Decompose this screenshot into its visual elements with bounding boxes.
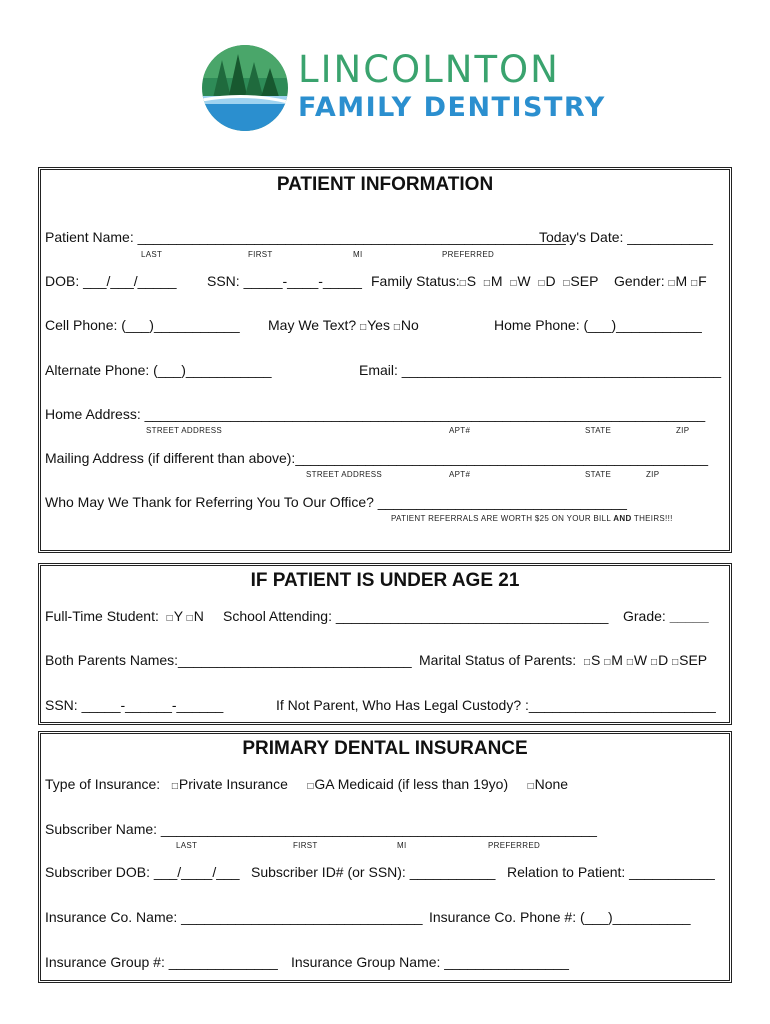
gender-group: [614, 273, 707, 292]
parents-names-field[interactable]: Both Parents Names:______________________________: [45, 652, 412, 668]
referral-note: [391, 514, 673, 523]
family-status-label: Family Status:: [371, 273, 460, 289]
note-text: PATIENT REFERRALS ARE WORTH $25 ON YOUR BILL: [391, 514, 614, 523]
checkbox[interactable]: □: [672, 657, 679, 668]
grade-blank: _____: [669, 608, 709, 624]
family-status-group: [371, 273, 598, 292]
grade-field[interactable]: [623, 608, 709, 624]
option-label: N: [193, 608, 204, 624]
sub-label-apt: APT#: [449, 470, 471, 479]
option-label: SEP: [679, 652, 708, 668]
home-address-field[interactable]: Home Address: ________________________________________________________________________: [45, 406, 706, 422]
patient-information-section: [38, 167, 732, 553]
referral-field[interactable]: Who May We Thank for Referring You To Our Office? ________________________________: [45, 494, 627, 510]
ssn-field[interactable]: SSN: _____-____-_____: [207, 273, 362, 289]
checkbox[interactable]: □: [668, 278, 675, 289]
ssn-field[interactable]: SSN: _____-______-______: [45, 697, 224, 713]
dob-field[interactable]: DOB: ___/___/_____: [45, 273, 177, 289]
insurance-type-group: [45, 776, 568, 795]
sub-label-last: LAST: [176, 841, 198, 850]
checkbox[interactable]: □: [483, 278, 490, 289]
option-label: S: [591, 652, 601, 668]
subscriber-dob-field[interactable]: Subscriber DOB: ___/____/___: [45, 864, 240, 880]
checkbox[interactable]: □: [626, 657, 633, 668]
checkbox[interactable]: □: [307, 781, 314, 792]
marital-status-group: [419, 652, 707, 671]
patient-name-field[interactable]: Patient Name: _______________________________________________________: [45, 229, 566, 245]
subscriber-name-field[interactable]: Subscriber Name: ________________________________________________________: [45, 821, 597, 837]
option-label: GA Medicaid (if less than 19yo): [314, 776, 509, 792]
gender-label: Gender:: [614, 273, 665, 289]
may-we-text-group: [268, 317, 419, 336]
option-label: Yes: [367, 317, 390, 333]
insurance-group-name-field[interactable]: Insurance Group Name: ________________: [291, 954, 569, 970]
email-field[interactable]: Email: _________________________________________: [359, 362, 722, 378]
alternate-phone-field[interactable]: Alternate Phone: (___)___________: [45, 362, 272, 378]
option-label: M: [675, 273, 688, 289]
subscriber-id-field[interactable]: Subscriber ID# (or SSN): ___________: [251, 864, 496, 880]
option-label: D: [658, 652, 669, 668]
checkbox[interactable]: □: [583, 657, 591, 668]
primary-insurance-section: [38, 731, 732, 983]
checkbox[interactable]: □: [360, 322, 367, 333]
logo-subtitle: FAMILY DENTISTRY: [298, 92, 606, 123]
checkbox[interactable]: □: [186, 613, 193, 624]
insurance-group-number-field[interactable]: Insurance Group #: ______________: [45, 954, 278, 970]
insurance-co-phone-field[interactable]: Insurance Co. Phone #: (___)__________: [429, 909, 691, 925]
todays-date-field[interactable]: Today's Date: ___________: [539, 229, 713, 245]
option-label: Private Insurance: [178, 776, 288, 792]
sub-label-mi: MI: [353, 250, 363, 259]
note-emphasis: AND: [613, 514, 632, 523]
sub-label-state: STATE: [585, 426, 612, 435]
under-21-section: [38, 563, 732, 725]
option-label: W: [633, 652, 648, 668]
sub-label-apt: APT#: [449, 426, 471, 435]
option-label: S: [466, 273, 477, 289]
insurance-type-label: Type of Insurance:: [45, 776, 161, 792]
sub-label-first: FIRST: [293, 841, 318, 850]
fulltime-student-label: Full-Time Student:: [45, 608, 159, 624]
checkbox[interactable]: □: [171, 781, 178, 792]
checkbox[interactable]: □: [527, 781, 534, 792]
section-title: IF PATIENT IS UNDER AGE 21: [250, 570, 520, 591]
sub-label-zip: ZIP: [646, 470, 660, 479]
sub-label-preferred: PREFERRED: [442, 250, 495, 259]
checkbox[interactable]: □: [563, 278, 570, 289]
checkbox[interactable]: □: [691, 278, 698, 289]
cell-phone-field[interactable]: Cell Phone: (___)___________: [45, 317, 240, 333]
option-label: No: [400, 317, 419, 333]
mailing-address-field[interactable]: Mailing Address (if different than above):_____________________________________________________: [45, 450, 708, 466]
legal-custody-field[interactable]: If Not Parent, Who Has Legal Custody? :________________________: [276, 697, 716, 713]
school-attending-field[interactable]: School Attending: ___________________________________: [223, 608, 609, 624]
checkbox[interactable]: □: [538, 278, 545, 289]
checkbox[interactable]: □: [459, 278, 466, 289]
insurance-co-name-field[interactable]: Insurance Co. Name: _______________________________: [45, 909, 423, 925]
fulltime-student-group: [45, 608, 204, 627]
checkbox[interactable]: □: [393, 322, 400, 333]
option-label: M: [611, 652, 623, 668]
option-label: F: [698, 273, 707, 289]
sub-label-street: STREET ADDRESS: [306, 470, 383, 479]
relation-field[interactable]: Relation to Patient: ___________: [507, 864, 715, 880]
sub-label-state: STATE: [585, 470, 612, 479]
option-label: W: [517, 273, 531, 289]
sub-label-street: STREET ADDRESS: [146, 426, 223, 435]
section-title: PRIMARY DENTAL INSURANCE: [242, 738, 528, 759]
checkbox[interactable]: □: [651, 657, 658, 668]
marital-status-label: Marital Status of Parents:: [419, 652, 577, 668]
sub-label-zip: ZIP: [676, 426, 690, 435]
practice-logo: [200, 42, 606, 137]
checkbox[interactable]: □: [510, 278, 517, 289]
note-text: THEIRS!!!: [631, 514, 673, 523]
option-label: Y: [173, 608, 183, 624]
option-label: SEP: [570, 273, 599, 289]
option-label: M: [490, 273, 503, 289]
home-phone-field[interactable]: Home Phone: (___)___________: [494, 317, 702, 333]
checkbox[interactable]: □: [166, 613, 173, 624]
section-title: PATIENT INFORMATION: [276, 174, 494, 195]
checkbox[interactable]: □: [604, 657, 611, 668]
logo-emblem-icon: [202, 42, 288, 134]
may-we-text-label: May We Text?: [268, 317, 357, 333]
logo-title: LINCOLNTON: [298, 48, 560, 91]
option-label: None: [534, 776, 569, 792]
option-label: D: [545, 273, 556, 289]
sub-label-preferred: PREFERRED: [488, 841, 541, 850]
sub-label-last: LAST: [141, 250, 163, 259]
sub-label-mi: MI: [397, 841, 407, 850]
sub-label-first: FIRST: [248, 250, 273, 259]
grade-label: Grade:: [623, 608, 666, 624]
